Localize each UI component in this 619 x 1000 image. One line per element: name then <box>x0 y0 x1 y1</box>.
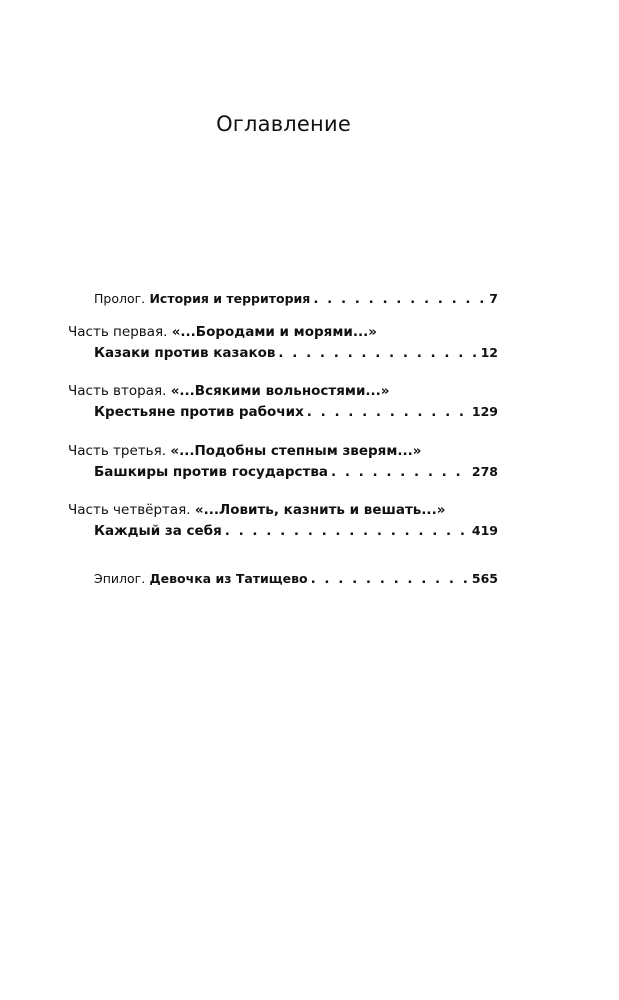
toc-entry-part-3-subtitle[interactable] <box>94 463 498 481</box>
toc-label: Пролог. <box>94 291 146 306</box>
toc-entry-prologue[interactable] <box>94 290 498 308</box>
toc-subtitle: Крестьяне против рабочих <box>94 404 304 420</box>
toc-entry-part-4-subtitle[interactable] <box>94 522 498 540</box>
toc-label: Часть вторая. <box>68 383 167 399</box>
toc-heading: «...Бородами и морями...» <box>171 324 377 340</box>
toc-leader-dots <box>331 463 469 481</box>
toc-heading: Девочка из Татищево <box>149 571 308 586</box>
toc-leader-dots <box>311 570 469 588</box>
toc-subtitle: Казаки против казаков <box>94 345 276 361</box>
toc-leader-dots <box>278 344 477 362</box>
toc-leader-dots <box>313 290 486 308</box>
toc-page-number: 419 <box>471 523 498 538</box>
toc-entry-part-1-subtitle[interactable] <box>94 344 498 362</box>
toc-subtitle: Каждый за себя <box>94 523 222 539</box>
toc-entry-part-3-heading[interactable] <box>68 442 421 460</box>
toc-entry-epilogue[interactable] <box>94 570 498 588</box>
toc-page-number: 129 <box>471 404 498 419</box>
toc-page-number: 278 <box>471 464 498 479</box>
toc-heading: История и территория <box>149 291 311 306</box>
toc-heading: «...Подобны степным зверям...» <box>170 443 422 459</box>
toc-entry-part-2-subtitle[interactable] <box>94 403 498 421</box>
toc-page-number: 12 <box>480 345 498 360</box>
toc-heading: «...Ловить, казнить и вешать...» <box>194 502 446 518</box>
toc-label: Часть первая. <box>68 324 168 340</box>
toc-label: Часть третья. <box>68 443 167 459</box>
toc-label: Часть четвёртая. <box>68 502 191 518</box>
toc-leader-dots <box>225 522 469 540</box>
toc-entry-part-4-heading[interactable] <box>68 501 445 519</box>
toc-label: Эпилог. <box>94 571 146 586</box>
toc-entry-part-1-heading[interactable] <box>68 323 377 341</box>
toc-heading: «...Всякими вольностями...» <box>170 383 390 399</box>
page-title: Оглавление <box>216 112 351 136</box>
toc-leader-dots <box>307 403 469 421</box>
toc-page-number: 7 <box>489 291 498 306</box>
toc-entry-part-2-heading[interactable] <box>68 382 390 400</box>
toc-subtitle: Башкиры против государства <box>94 464 329 480</box>
toc-page-number: 565 <box>471 571 498 586</box>
